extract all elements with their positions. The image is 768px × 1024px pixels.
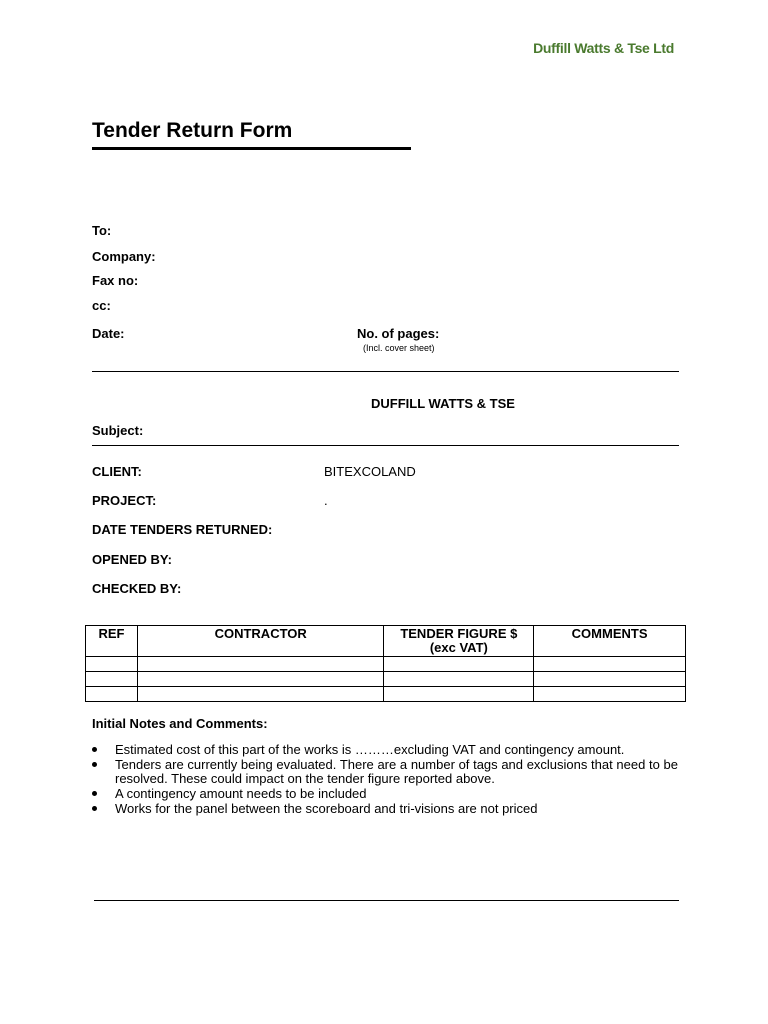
table-cell[interactable] (534, 672, 686, 687)
subject-label: Subject: (92, 423, 144, 438)
pages-note: (Incl. cover sheet) (363, 343, 435, 353)
title-underline (92, 147, 411, 150)
list-item: Estimated cost of this part of the works is ………excluding VAT and contingency amount. (92, 743, 678, 757)
pages-label: No. of pages: (357, 326, 440, 341)
table-cell[interactable] (86, 657, 138, 672)
notes-list (92, 743, 678, 817)
project-value: . (324, 493, 328, 508)
table-cell[interactable] (86, 672, 138, 687)
col-figure-header (384, 626, 534, 657)
table-row (86, 672, 686, 687)
list-item: Tenders are currently being evaluated. There are a number of tags and exclusions that need to be resolved. These could impact on the tender figure reported above. (92, 758, 678, 786)
company-label: Company: (92, 249, 156, 264)
client-value: BITEXCOLAND (324, 464, 416, 479)
divider-bottom (94, 900, 679, 901)
tender-table (85, 625, 686, 702)
table-cell[interactable] (86, 687, 138, 702)
list-item: Works for the panel between the scoreboard and tri-visions are not priced (92, 802, 678, 816)
col-figure-sublabel: (exc VAT) (429, 640, 488, 655)
logo-text: Duffill Watts & Tse Ltd (533, 40, 674, 56)
table-cell[interactable] (384, 672, 534, 687)
table-cell[interactable] (137, 657, 384, 672)
notes-title: Initial Notes and Comments: (92, 716, 268, 731)
company-logo (533, 40, 674, 56)
table-row (86, 657, 686, 672)
sender-name: DUFFILL WATTS & TSE (371, 396, 515, 411)
table-cell[interactable] (137, 687, 384, 702)
divider-top (92, 371, 679, 372)
date-label: Date: (92, 326, 125, 341)
table-cell[interactable] (137, 672, 384, 687)
table-row (86, 687, 686, 702)
client-label: CLIENT: (92, 464, 142, 479)
opened-by-label: OPENED BY: (92, 552, 172, 567)
checked-by-label: CHECKED BY: (92, 581, 182, 596)
col-ref-header: REF (86, 626, 138, 657)
col-comments-header: COMMENTS (534, 626, 686, 657)
col-contractor-header: CONTRACTOR (137, 626, 384, 657)
list-item: A contingency amount needs to be included (92, 787, 678, 801)
to-label: To: (92, 223, 112, 238)
table-cell[interactable] (384, 657, 534, 672)
col-figure-label: TENDER FIGURE $ (400, 626, 518, 641)
cc-label: cc: (92, 298, 111, 313)
date-returned-label: DATE TENDERS RETURNED: (92, 522, 273, 537)
table-cell[interactable] (534, 687, 686, 702)
divider-subject (92, 445, 679, 446)
table-cell[interactable] (384, 687, 534, 702)
form-title: Tender Return Form (92, 119, 293, 142)
table-cell[interactable] (534, 657, 686, 672)
project-label: PROJECT: (92, 493, 157, 508)
fax-label: Fax no: (92, 273, 139, 288)
table-header-row (86, 626, 686, 657)
